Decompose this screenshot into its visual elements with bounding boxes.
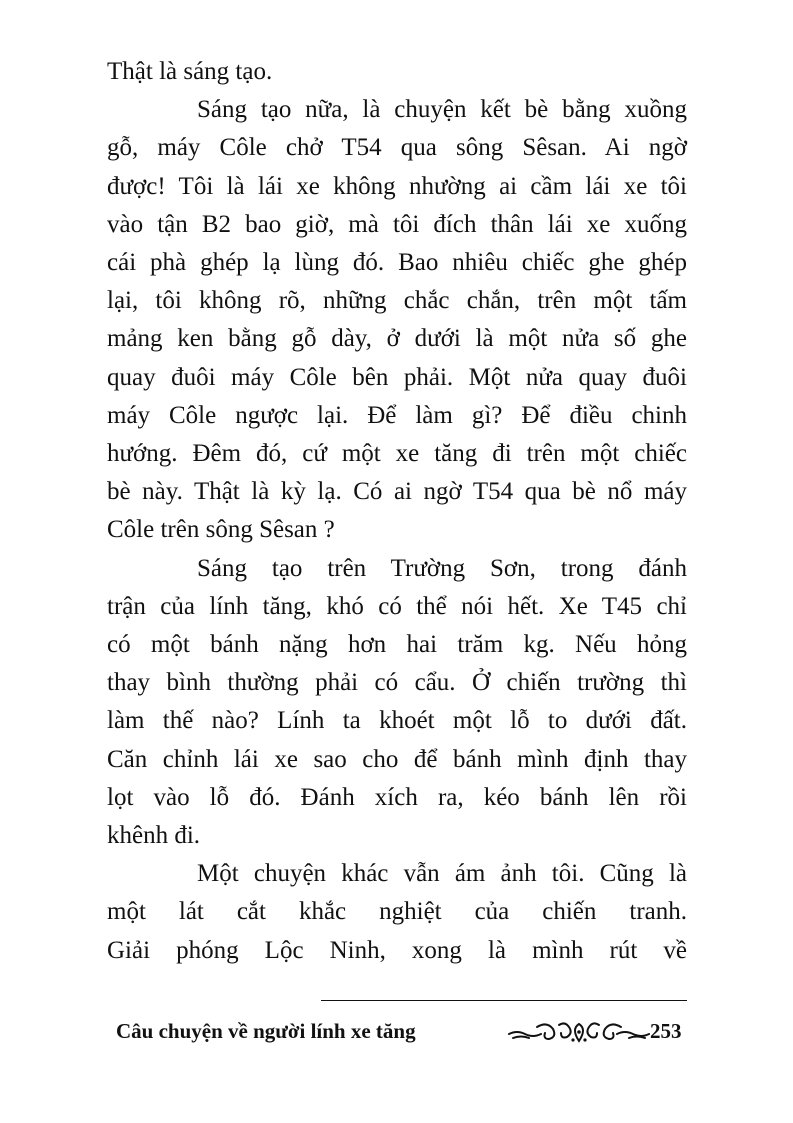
text-line: trận của lính tăng, khó có thể nói hết. Xe T45 chỉ	[107, 592, 687, 620]
text-line: quay đuôi máy Côle bên phải. Một nửa quay đuôi	[107, 363, 687, 391]
text-line: Thật là sáng tạo.	[107, 58, 273, 85]
text-line: Một chuyện khác vẫn ám ảnh tôi. Cũng là	[197, 860, 687, 888]
text-line: thay bình thường phải có cẩu. Ở chiến trường thì	[107, 669, 687, 697]
text-line: mảng ken bằng gỗ dày, ở dưới là một nửa số ghe	[107, 325, 687, 353]
footer-rule	[321, 1000, 687, 1001]
text-line: cái phà ghép lạ lùng đó. Bao nhiêu chiếc ghe ghép	[107, 249, 687, 277]
text-line: Côle trên sông Sêsan ?	[107, 516, 335, 544]
text-line: một lát cắt khắc nghiệt của chiến tranh.	[107, 898, 687, 926]
text-line: Căn chỉnh lái xe sao cho để bánh mình định thay	[107, 745, 687, 773]
text-line: có một bánh nặng hơn hai trăm kg. Nếu hỏng	[107, 631, 687, 659]
flourish-ornament-icon	[507, 1019, 651, 1045]
text-line: Giải phóng Lộc Ninh, xong là mình rút về	[107, 936, 687, 964]
text-line: lọt vào lỗ đó. Đánh xích ra, kéo bánh lên rồi	[107, 783, 687, 811]
text-line: hướng. Đêm đó, cứ một xe tăng đi trên một chiếc	[107, 440, 687, 468]
text-line: được! Tôi là lái xe không nhường ai cầm lái xe tôi	[107, 172, 687, 200]
text-line: bè này. Thật là kỳ lạ. Có ai ngờ T54 qua bè nổ máy	[107, 478, 687, 506]
text-line: làm thế nào? Lính ta khoét một lỗ to dưới đất.	[107, 707, 687, 735]
page-footer	[116, 1014, 691, 1048]
page-number: 253	[650, 1019, 682, 1043]
body-text	[107, 53, 687, 970]
text-line: Sáng tạo nữa, là chuyện kết bè bằng xuồng	[197, 96, 687, 124]
text-line: lại, tôi không rõ, những chắc chắn, trên một tấm	[107, 287, 687, 315]
text-line: gỗ, máy Côle chở T54 qua sông Sêsan. Ai ngờ	[107, 134, 687, 162]
text-line: máy Côle ngược lại. Để làm gì? Để điều chinh	[107, 401, 687, 429]
text-line: vào tận B2 bao giờ, mà tôi đích thân lái xe xuống	[107, 210, 687, 238]
running-title: Câu chuyện về người lính xe tăng	[116, 1019, 416, 1043]
text-line: khênh đi.	[107, 822, 201, 850]
text-line: Sáng tạo trên Trường Sơn, trong đánh	[197, 554, 687, 582]
